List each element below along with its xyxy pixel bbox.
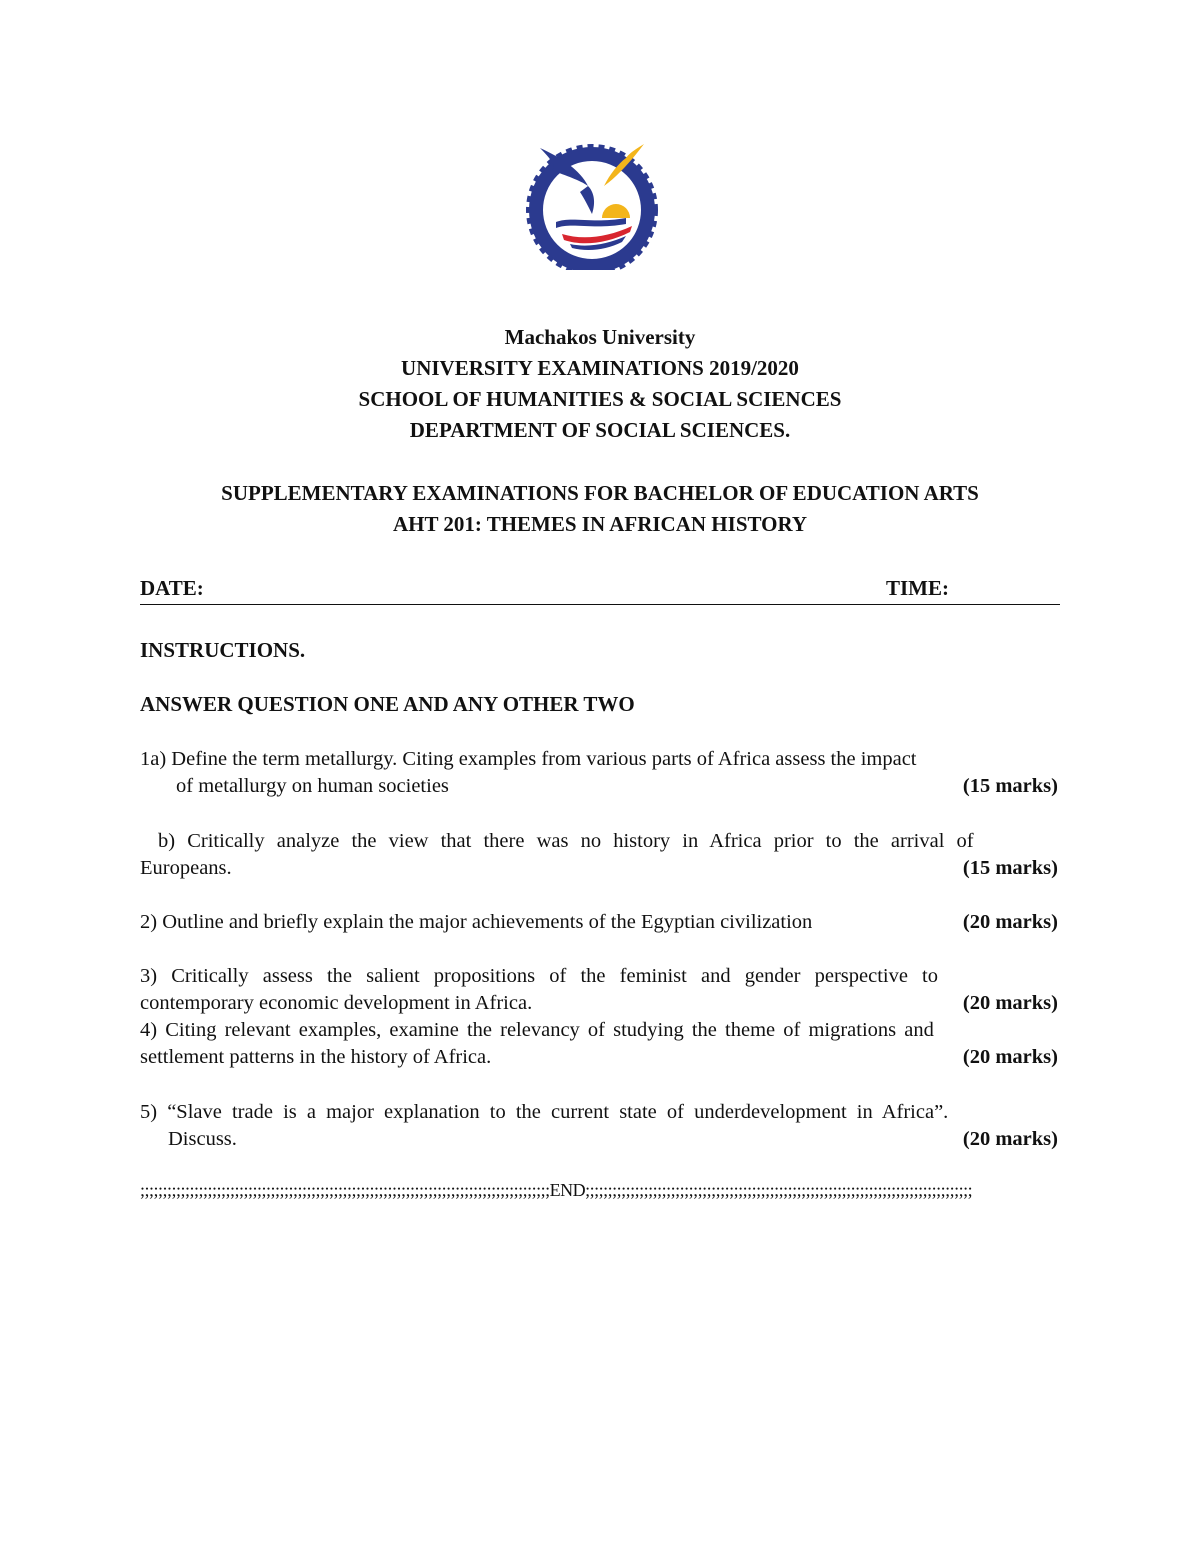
question-4 (140, 1017, 1058, 1071)
instructions-text: ANSWER QUESTION ONE AND ANY OTHER TWO (140, 692, 635, 716)
question-text (140, 828, 1058, 855)
question-2 (140, 909, 1058, 936)
question-text-cont (140, 990, 1058, 1017)
marks: (20 marks) (962, 911, 1058, 933)
exam-title-block (140, 478, 1060, 540)
course-title: AHT 201: THEMES IN AFRICAN HISTORY (392, 512, 808, 536)
question-text-line: b) Critically analyze the view that there was no history in Africa prior to the arrival of (158, 830, 974, 852)
marks: (15 marks) (962, 775, 1058, 797)
marks: (15 marks) (962, 857, 1058, 879)
question-text-cont (140, 1126, 1058, 1153)
marks: (20 marks) (962, 1046, 1058, 1068)
question-3 (140, 963, 1058, 1017)
question-text-cont (140, 1044, 1058, 1071)
department-name: DEPARTMENT OF SOCIAL SCIENCES. (409, 418, 791, 442)
end-marker: ;;;;;;;;;;;;;;;;;;;;;;;;;;;;;;;;;;;;;;;;;;;;;;;;;;;;;;;;;;;;;;;;;;;;;;;;;;;;;;;;;;;;;;;;;;;END;;;;;;;;;;;;;;;;;;;;;;;;;;;;;;;;;;;;;;;;;;;;;;;;;;;;;;;;;;;;;;;;;;;;;;;;;;;;;;;;;;;;;; (140, 1180, 973, 1200)
question-text (140, 1099, 1058, 1126)
question-1a (140, 746, 1058, 800)
question-text: 1a) Define the term metallurgy. Citing examples from various parts of Africa assess the impact (140, 748, 917, 770)
university-header (140, 322, 1060, 446)
exam-session: UNIVERSITY EXAMINATIONS 2019/2020 (401, 356, 799, 380)
question-text (140, 963, 1058, 990)
exam-title: SUPPLEMENTARY EXAMINATIONS FOR BACHELOR OF EDUCATION ARTS (221, 481, 979, 505)
university-logo (522, 140, 662, 270)
question-text-line: contemporary economic development in Africa. (140, 992, 533, 1014)
school-name: SCHOOL OF HUMANITIES & SOCIAL SCIENCES (358, 387, 842, 411)
question-text-line: 5) “Slave trade is a major explanation to the current state of underdevelopment in Africa”. (140, 1101, 949, 1123)
question-text-line: settlement patterns in the history of Africa. (140, 1046, 492, 1068)
university-name: Machakos University (504, 325, 696, 349)
question-text-line: 2) Outline and briefly explain the major achievements of the Egyptian civilization (140, 911, 813, 933)
question-text-line: Discuss. (168, 1128, 237, 1150)
question-text-line: Europeans. (140, 857, 232, 879)
question-text-line: of metallurgy on human societies (176, 775, 449, 797)
question-text (140, 1017, 1058, 1044)
question-1b (140, 828, 1058, 882)
marks: (20 marks) (962, 1128, 1058, 1150)
date-time-row (140, 576, 1060, 605)
time-label: TIME: (886, 576, 949, 600)
question-text-line: 3) Critically assess the salient propositions of the feminist and gender perspective to (140, 965, 939, 987)
date-label: DATE: (140, 576, 204, 600)
question-text-cont (140, 909, 1058, 936)
question-text-cont (140, 855, 1058, 882)
instructions-heading: INSTRUCTIONS. (140, 638, 306, 662)
marks: (20 marks) (962, 992, 1058, 1014)
question-text-line: 4) Citing relevant examples, examine the relevancy of studying the theme of migrations and (140, 1019, 934, 1041)
question-5 (140, 1099, 1058, 1153)
question-text-cont (140, 773, 1058, 800)
